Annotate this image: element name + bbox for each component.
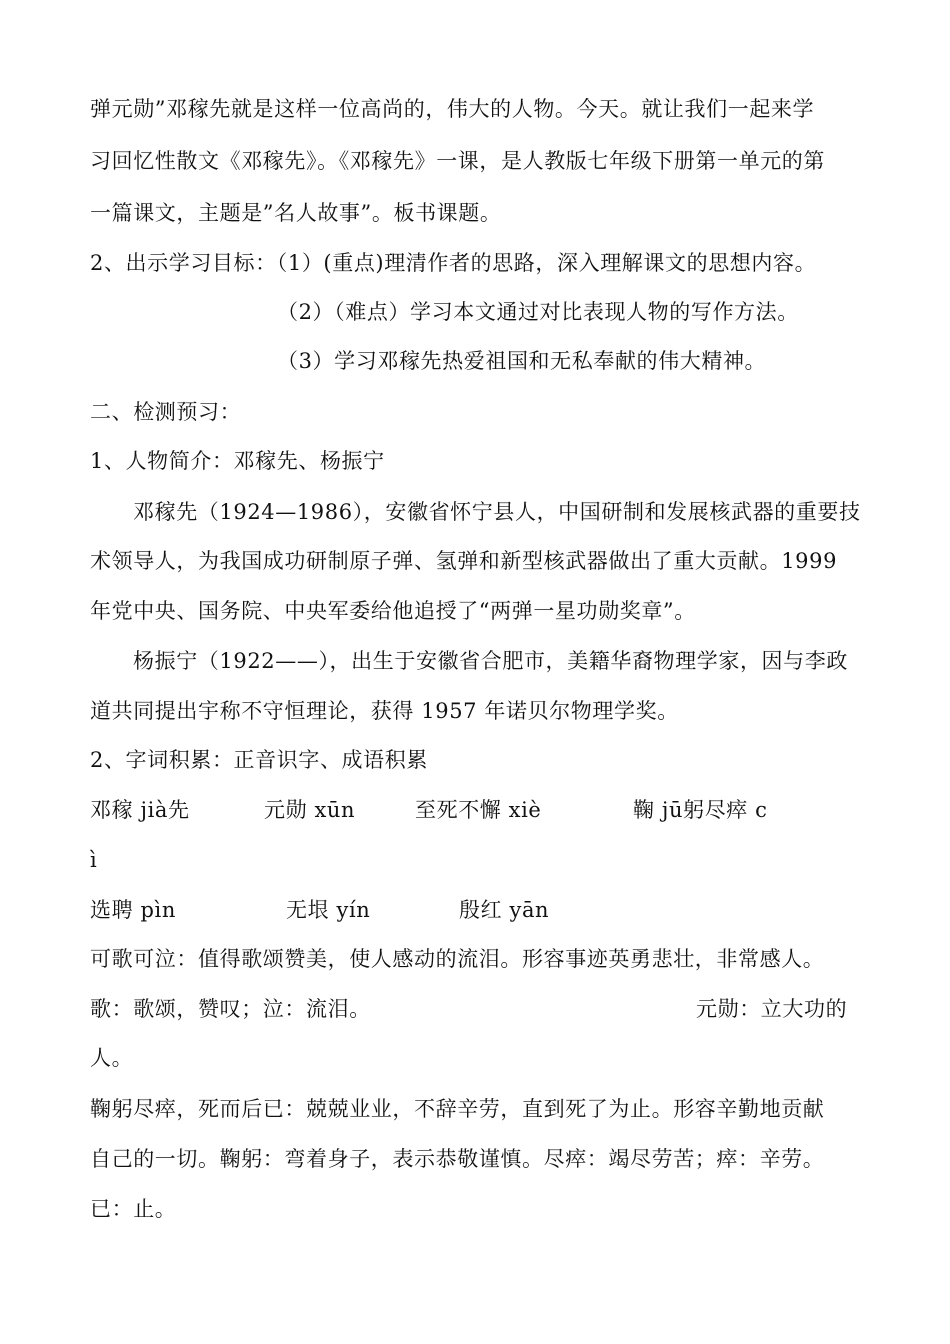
- bio-deng-line-2: 术领导人，为我国成功研制原子弹、氢弹和新型核武器做出了重大贡献。1999: [90, 549, 838, 573]
- definition-text: 元勋：立大功的: [696, 997, 848, 1021]
- definition-text: 歌：歌颂，赞叹；泣：流泪。: [90, 997, 371, 1021]
- vocab-item: 无垠 yín: [286, 898, 371, 922]
- definition-line: 可歌可泣：值得歌颂赞美，使人感动的流泪。形容事迹英勇悲壮，非常感人。: [90, 947, 825, 971]
- objective-line-3: （3）学习邓稼先热爱祖国和无私奉献的伟大精神。: [277, 349, 767, 373]
- bio-yang-line-1: 杨振宁（1922——），出生于安徽省合肥市，美籍华裔物理学家，因与李政: [133, 649, 848, 673]
- paragraph-line: 一篇课文，主题是”名人故事”。板书课题。: [90, 201, 502, 225]
- vocab-item: 元勋 xūn: [264, 798, 356, 822]
- vocab-row: [90, 795, 880, 825]
- paragraph-line: 弹元勋”邓稼先就是这样一位高尚的，伟大的人物。今天。就让我们一起来学: [90, 97, 815, 121]
- subsection-heading: 1、人物简介：邓稼先、杨振宁: [90, 449, 385, 473]
- paragraph-line: 习回忆性散文《邓稼先》。《邓稼先》一课，是人教版七年级下册第一单元的第: [90, 149, 825, 173]
- definition-row: [90, 994, 880, 1024]
- bio-deng-line-1: 邓稼先（1924—1986），安徽省怀宁县人，中国研制和发展核武器的重要技: [133, 500, 861, 524]
- vocab-row: [90, 895, 880, 925]
- definition-line: 自己的一切。鞠躬：弯着身子，表示恭敬谨慎。尽瘁：竭尽劳苦；瘁：辛劳。: [90, 1147, 825, 1171]
- vocab-item: 殷红 yān: [459, 898, 550, 922]
- definition-line: 人。: [90, 1046, 134, 1070]
- vocab-item: 选聘 pìn: [90, 898, 176, 922]
- subsection-heading: 2、字词积累：正音识字、成语积累: [90, 748, 428, 772]
- vocab-wrap: ì: [90, 848, 98, 872]
- definition-line: 已：止。: [90, 1197, 177, 1221]
- bio-yang-line-2: 道共同提出宇称不守恒理论，获得 1957 年诺贝尔物理学奖。: [90, 699, 679, 723]
- definition-line: 鞠躬尽瘁，死而后已：兢兢业业，不辞辛劳，直到死了为止。形容辛勤地贡献: [90, 1097, 825, 1121]
- bio-deng-line-3: 年党中央、国务院、中央军委给他追授了“两弹一星功勋奖章”。: [90, 599, 696, 623]
- vocab-item: 至死不懈 xiè: [415, 798, 542, 822]
- objective-line-2: （2）（难点）学习本文通过对比表现人物的写作方法。: [277, 300, 799, 324]
- section-heading: 二、检测预习：: [90, 400, 242, 424]
- vocab-item: 邓稼 jià先: [90, 798, 190, 822]
- objective-line-1: 2、出示学习目标：（1）(重点)理清作者的思路，深入理解课文的思想内容。: [90, 251, 817, 275]
- vocab-item: 鞠 jū躬尽瘁 c: [633, 798, 768, 822]
